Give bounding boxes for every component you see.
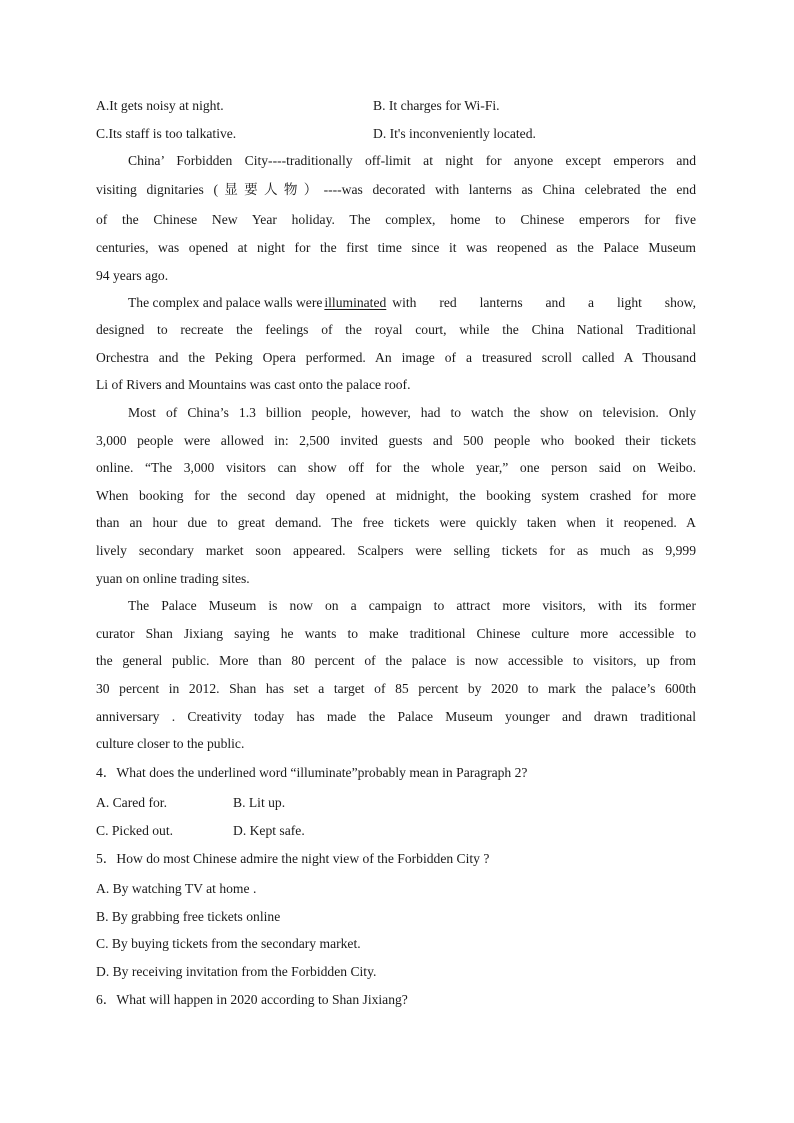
prev-option-b: B. It charges for Wi-Fi.	[373, 98, 500, 113]
passage-p3-line-4: When booking for the second day opened at midnight, the booking system crashed for more	[96, 488, 696, 503]
passage-p4-line-1: The Palace Museum is now on a campaign to attract more visitors, with its former	[128, 598, 696, 613]
p2-text-after: with red lanterns and a light show,	[392, 295, 696, 310]
passage-p1-line-4: centuries, was opened at night for the first time since it was reopened as the Palace Museum	[96, 240, 696, 255]
underlined-word-illuminated: illuminated	[324, 295, 387, 310]
question-4-option-a: A. Cared for.	[96, 795, 167, 810]
question-4-option-b: B. Lit up.	[233, 795, 286, 810]
passage-p1-line-5: 94 years ago.	[96, 268, 169, 283]
question-5-option-d: D. By receiving invitation from the Forbidden City.	[96, 964, 377, 979]
question-5-option-c: C. By buying tickets from the secondary market.	[96, 936, 361, 951]
prev-option-d: D. It's inconveniently located.	[373, 126, 536, 141]
passage-p4-line-4: 30 percent in 2012. Shan has set a target of 85 percent by 2020 to mark the palace’s 600th	[96, 681, 696, 696]
passage-p2-line-1	[128, 294, 696, 312]
passage-p3-line-2: 3,000 people were allowed in: 2,500 invited guests and 500 people who booked their tickets	[96, 433, 696, 448]
passage-p3-line-3: online. “The 3,000 visitors can show off for the whole year,” one person said on Weibo.	[96, 460, 696, 475]
passage-p4-line-6: culture closer to the public.	[96, 736, 245, 751]
passage-p4-line-2: curator Shan Jixiang saying he wants to make traditional Chinese culture more accessible to	[96, 626, 696, 641]
question-4-stem: 4．What does the underlined word “illuminate”probably mean in Paragraph 2?	[96, 765, 528, 780]
passage-p1-line-3: of the Chinese New Year holiday. The complex, home to Chinese emperors for five	[96, 212, 696, 227]
prev-option-a: A.It gets noisy at night.	[96, 98, 224, 113]
p2-text-before: The complex and palace walls were	[128, 295, 323, 310]
passage-p3-line-1: Most of China’s 1.3 billion people, however, had to watch the show on television. Only	[128, 405, 696, 420]
passage-p2-line-3: Orchestra and the Peking Opera performed. An image of a treasured scroll called A Thousand	[96, 350, 696, 365]
passage-p1-line-2: visiting dignitaries (显要人物）----was decorated with lanterns as China celebrated the end	[96, 182, 696, 197]
question-5-option-a: A. By watching TV at home .	[96, 881, 257, 896]
question-5-option-b: B. By grabbing free tickets online	[96, 909, 281, 924]
passage-p2-line-2: designed to recreate the feelings of the royal court, while the China National Traditional	[96, 322, 696, 337]
passage-p4-line-3: the general public. More than 80 percent of the palace is now accessible to visitors, up from	[96, 653, 696, 668]
passage-p3-line-6: lively secondary market soon appeared. Scalpers were selling tickets for as much as 9,999	[96, 543, 696, 558]
question-6-stem: 6．What will happen in 2020 according to Shan Jixiang?	[96, 992, 408, 1007]
question-4-option-c: C. Picked out.	[96, 823, 174, 838]
passage-p2-line-4: Li of Rivers and Mountains was cast onto the palace roof.	[96, 377, 411, 392]
passage-p1-line-1: China’ Forbidden City----traditionally off-limit at night for anyone except emperors and	[128, 153, 696, 168]
question-5-stem: 5．How do most Chinese admire the night view of the Forbidden City ?	[96, 851, 490, 866]
passage-p3-line-7: yuan on online trading sites.	[96, 571, 250, 586]
question-4-option-d: D. Kept safe.	[233, 823, 305, 838]
prev-option-c: C.Its staff is too talkative.	[96, 126, 237, 141]
passage-p3-line-5: than an hour due to great demand. The free tickets were quickly taken when it reopened. A	[96, 515, 696, 530]
passage-p4-line-5: anniversary . Creativity today has made the Palace Museum younger and drawn traditional	[96, 709, 696, 724]
